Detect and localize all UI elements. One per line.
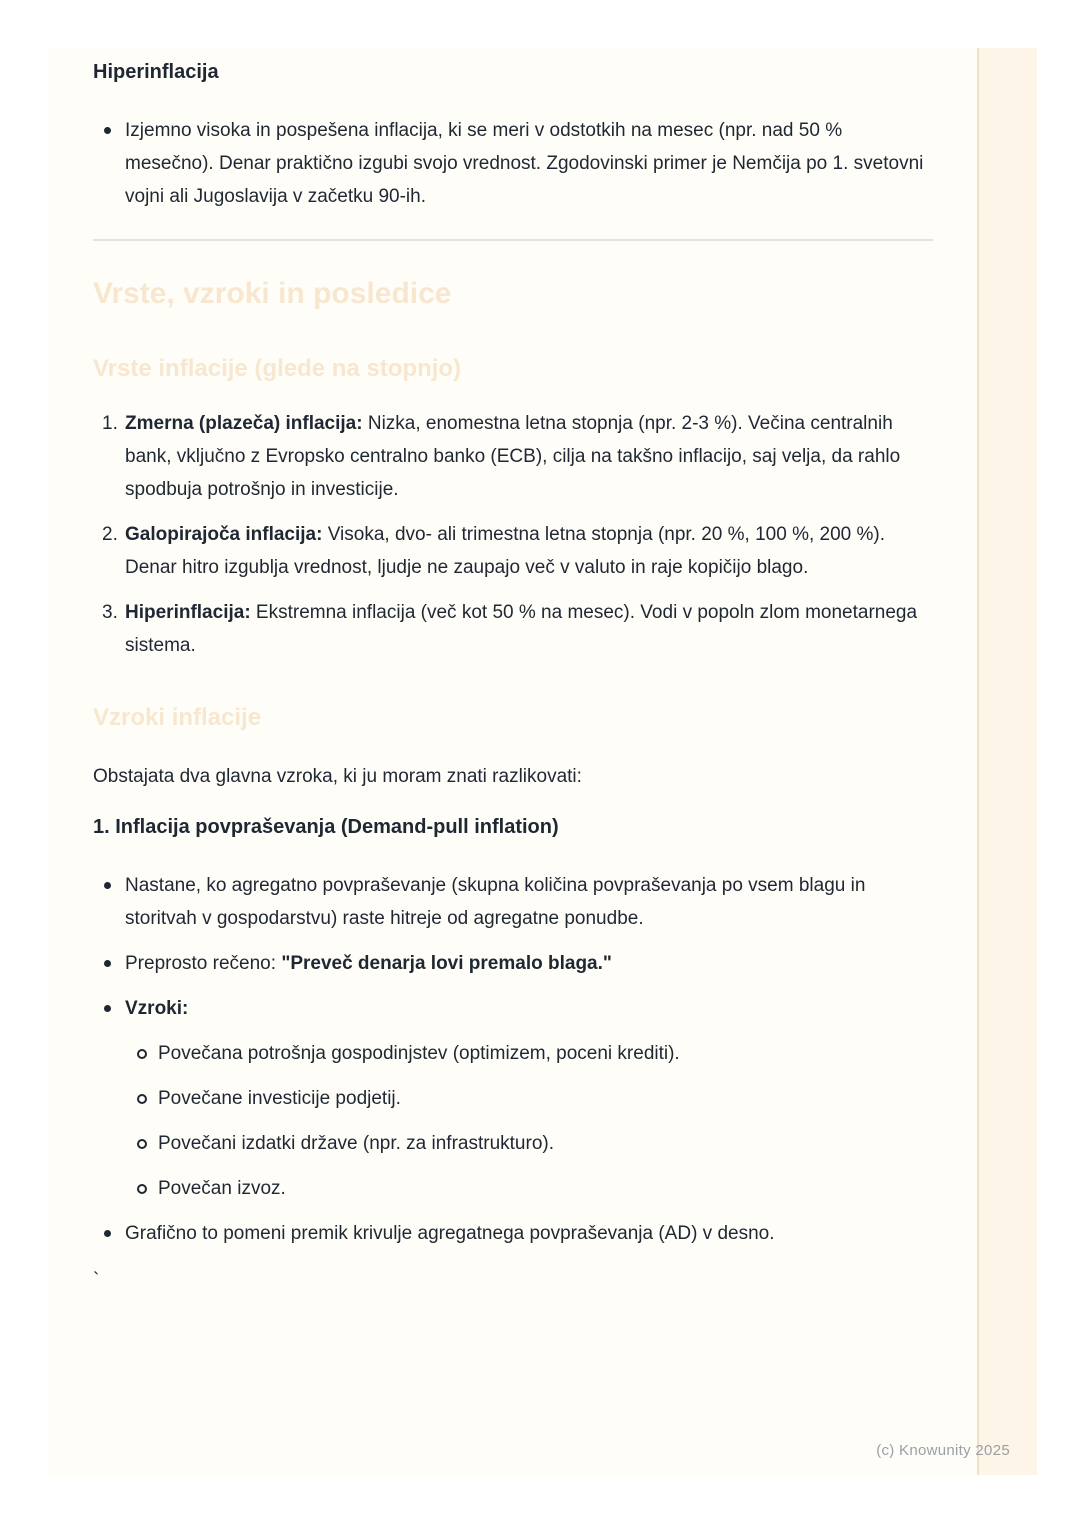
list-item — [93, 992, 932, 1205]
causes-intro-paragraph: Obstajata dva glavna vzroka, ki ju moram znati razlikovati: — [93, 766, 582, 787]
list-item-text: Preprosto rečeno: — [125, 953, 282, 974]
list-item — [93, 518, 932, 584]
bullet-dot-icon — [104, 1005, 111, 1012]
list-item-term: Vzroki: — [125, 998, 189, 1019]
list-item-text: Visoka, dvo- ali trimestna letna stopnja (npr. 20 %, 100 %, 200 %). Denar hitro izgublja vrednost, ljudje ne zaupajo več v valuto in raje kopičijo blago. — [125, 524, 886, 578]
demand-pull-bullet-list — [93, 869, 932, 1250]
list-item-text: Grafično to pomeni premik krivulje agregatnega povpraševanja (AD) v desno. — [125, 1223, 775, 1244]
stray-backtick-char: ` — [93, 1270, 100, 1291]
section-divider — [93, 239, 933, 241]
list-item-text: Nastane, ko agregatno povpraševanje (skupna količina povpraševanja po vsem blagu in storitvah v gospodarstvu) raste hitreje od agregatne ponudbe. — [125, 875, 866, 929]
list-item-text: Povečana potrošnja gospodinjstev (optimizem, poceni krediti). — [158, 1043, 680, 1064]
list-item — [125, 1082, 932, 1115]
circle-bullet-icon — [137, 1184, 147, 1194]
list-item — [125, 1127, 932, 1160]
page-accent-strip — [977, 48, 1037, 1475]
causes-sub-list — [125, 1037, 932, 1205]
bullet-dot-icon — [104, 882, 111, 889]
list-item — [93, 407, 932, 506]
demand-pull-heading: 1. Inflacija povpraševanja (Demand-pull inflation) — [93, 816, 559, 838]
list-item-text: Nizka, enomestna letna stopnja (npr. 2-3 %). Večina centralnih bank, vključno z Evropsko centralno banko (ECB), cilja na takšno inflacijo, saj velja, da rahlo spodbuja potrošnjo in investicije. — [125, 413, 901, 500]
circle-bullet-icon — [137, 1094, 147, 1104]
list-item-text: Povečani izdatki države (npr. za infrastrukturo). — [158, 1133, 555, 1154]
list-item-term: Galopirajoča inflacija: — [125, 524, 323, 545]
document-content — [48, 48, 932, 1297]
bullet-dot-icon — [104, 127, 111, 134]
circle-bullet-icon — [137, 1139, 147, 1149]
list-item — [93, 596, 932, 662]
copyright-footer: (c) Knowunity 2025 — [876, 1442, 1010, 1459]
list-item — [93, 947, 932, 980]
hyperinflation-heading: Hiperinflacija — [93, 61, 219, 83]
list-item-text: Povečan izvoz. — [158, 1178, 286, 1199]
causes-subheading: Vzroki inflacije — [93, 704, 262, 731]
list-item-text: Izjemno visoka in pospešena inflacija, ki se meri v odstotkih na mesec (npr. nad 50 % mesečno). Denar praktično izgubi svojo vrednost. Zgodovinski primer je Nemčija po 1. svetovni vojni ali Jugoslavija v začetku 90-ih. — [125, 120, 924, 207]
list-item-term: Hiperinflacija: — [125, 602, 251, 623]
list-number: 1. — [102, 413, 118, 434]
bullet-dot-icon — [104, 1230, 111, 1237]
list-item-term: Zmerna (plazeča) inflacija: — [125, 413, 363, 434]
list-number: 2. — [102, 524, 118, 545]
inflation-types-list — [93, 407, 932, 662]
list-item-quote: "Preveč denarja lovi premalo blaga." — [281, 953, 612, 974]
types-subheading: Vrste inflacije (glede na stopnjo) — [93, 355, 462, 382]
list-item — [93, 114, 932, 213]
list-item-text: Povečane investicije podjetij. — [158, 1088, 401, 1109]
list-number: 3. — [102, 602, 118, 623]
list-item — [125, 1037, 932, 1070]
list-item — [93, 869, 932, 935]
circle-bullet-icon — [137, 1049, 147, 1059]
document-page — [48, 48, 1037, 1475]
list-item — [93, 1217, 932, 1250]
list-item-text: Ekstremna inflacija (več kot 50 % na mesec). Vodi v popoln zlom monetarnega sistema. — [125, 602, 918, 656]
page-title: Vrste, vzroki in posledice — [93, 277, 452, 310]
list-item — [125, 1172, 932, 1205]
hyperinflation-bullet-list — [93, 114, 932, 213]
bullet-dot-icon — [104, 960, 111, 967]
